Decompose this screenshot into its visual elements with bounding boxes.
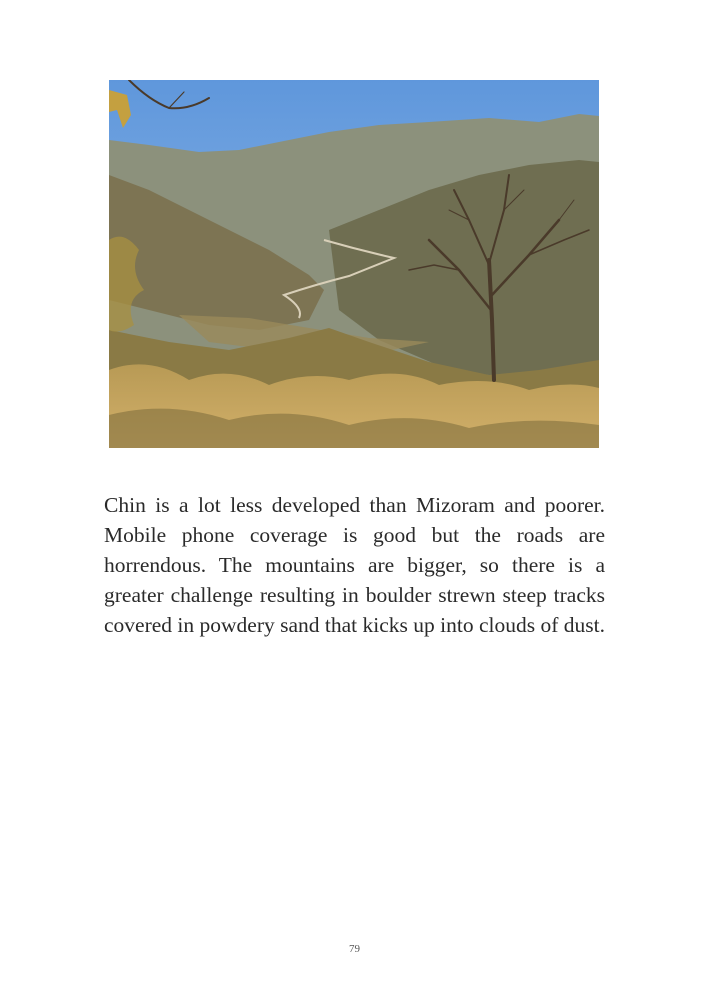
body-paragraph: Chin is a lot less developed than Mizoram and poorer. Mobile phone coverage is good but the roads are horrendous. The mountains are bigger, so there is a greater challenge resulting in boulder strewn steep tracks covered in powdery sand that kicks up into clouds of dust. bbox=[104, 493, 605, 637]
landscape-photo bbox=[109, 80, 599, 448]
page-number: 79 bbox=[349, 943, 360, 955]
mountain-landscape-image bbox=[109, 80, 599, 448]
